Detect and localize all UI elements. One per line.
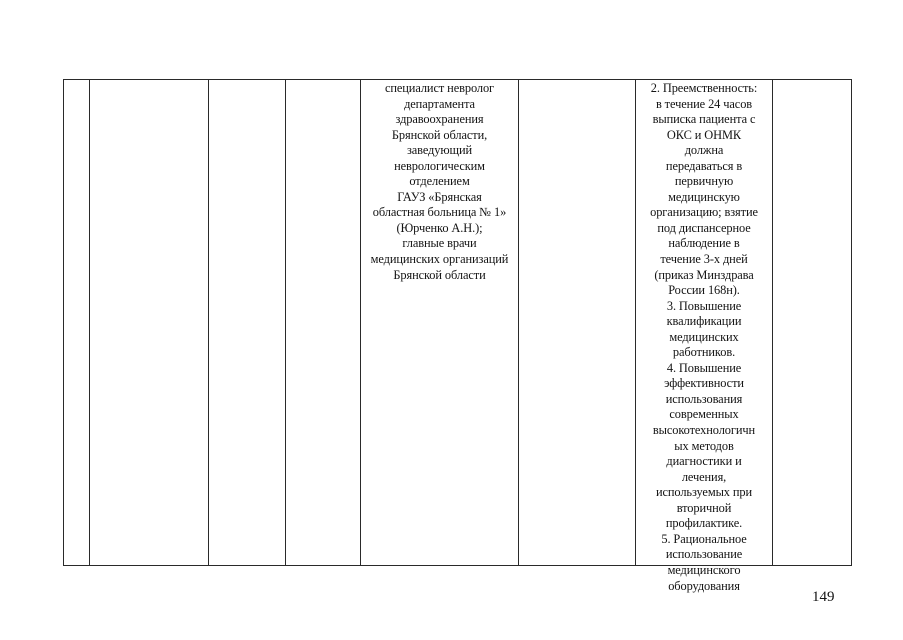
cell-text-line: медицинского	[667, 562, 741, 577]
cell-text-line: использования	[665, 391, 743, 406]
cell-text-line: областная больница № 1»	[372, 205, 507, 220]
cell-text-line: (Юрченко А.Н.);	[396, 220, 483, 235]
table-cell-empty	[773, 81, 851, 563]
cell-text-line: современных	[669, 407, 739, 422]
cell-text-line: медицинских организаций	[370, 252, 509, 267]
cell-text-line: департамента	[404, 96, 475, 111]
cell-text-line: ГАУЗ «Брянская	[397, 189, 482, 204]
cell-text-line: медицинских	[669, 329, 739, 344]
table-top-border	[63, 79, 851, 80]
cell-text-line: должна	[684, 143, 724, 158]
table-cell-empty	[209, 81, 285, 563]
table-cell-empty	[64, 81, 89, 563]
table-cell-responsible	[361, 81, 518, 283]
cell-text-line: диагностики и	[666, 454, 742, 469]
cell-text-line: используемых при	[655, 485, 753, 500]
cell-text-line: главные врачи	[402, 236, 477, 251]
cell-text-line: заведующий	[406, 143, 473, 158]
cell-text-line: 3. Повышение	[666, 298, 742, 313]
cell-text-line: квалификации	[666, 314, 742, 329]
page-number: 149	[812, 589, 835, 605]
cell-text-line: использование	[665, 547, 743, 562]
cell-text-line: высокотехнологичн	[652, 423, 756, 438]
column-border	[851, 79, 852, 566]
cell-text-line: течение 3-х дней	[660, 252, 748, 267]
cell-text-line: (приказ Минздрава	[654, 267, 754, 282]
cell-text-line: России 168н).	[668, 283, 740, 298]
cell-text-line: передаваться в	[665, 158, 743, 173]
cell-text-line: 4. Повышение	[666, 360, 742, 375]
table-cell-empty	[90, 81, 208, 563]
cell-text-line: ОКС и ОНМК	[666, 127, 742, 142]
table-cell-expected-result	[636, 81, 772, 594]
cell-text-line: 5. Рациональное	[661, 531, 747, 546]
cell-text-line: наблюдение в	[668, 236, 740, 251]
cell-text-line: под диспансерное	[657, 220, 751, 235]
table-cell-empty	[286, 81, 360, 563]
cell-text-line: здравоохранения	[395, 112, 484, 127]
cell-text-line: неврологическим	[394, 158, 485, 173]
cell-text-line: эффективности	[664, 376, 744, 391]
cell-text-line: медицинскую	[668, 189, 740, 204]
cell-text-line: специалист невролог	[384, 81, 495, 95]
cell-text-line: профилактике.	[665, 516, 743, 531]
cell-text-line: лечения,	[681, 469, 727, 484]
cell-text-line: Брянской области,	[391, 127, 488, 142]
cell-text-line: Брянской области	[393, 267, 486, 282]
cell-text-line: выписка пациента с	[652, 112, 756, 127]
cell-text-line: вторичной	[676, 500, 732, 515]
cell-text-line: 2. Преемственность:	[650, 81, 758, 95]
table-cell-empty	[519, 81, 635, 563]
cell-text-line: первичную	[674, 174, 734, 189]
cell-text-line: организацию; взятие	[650, 205, 758, 220]
cell-text-line: отделением	[409, 174, 470, 189]
cell-text-line: в течение 24 часов	[655, 96, 753, 111]
cell-text-line: работников.	[672, 345, 736, 360]
cell-text-line: ых методов	[674, 438, 734, 453]
cell-text-line: оборудования	[668, 578, 740, 593]
